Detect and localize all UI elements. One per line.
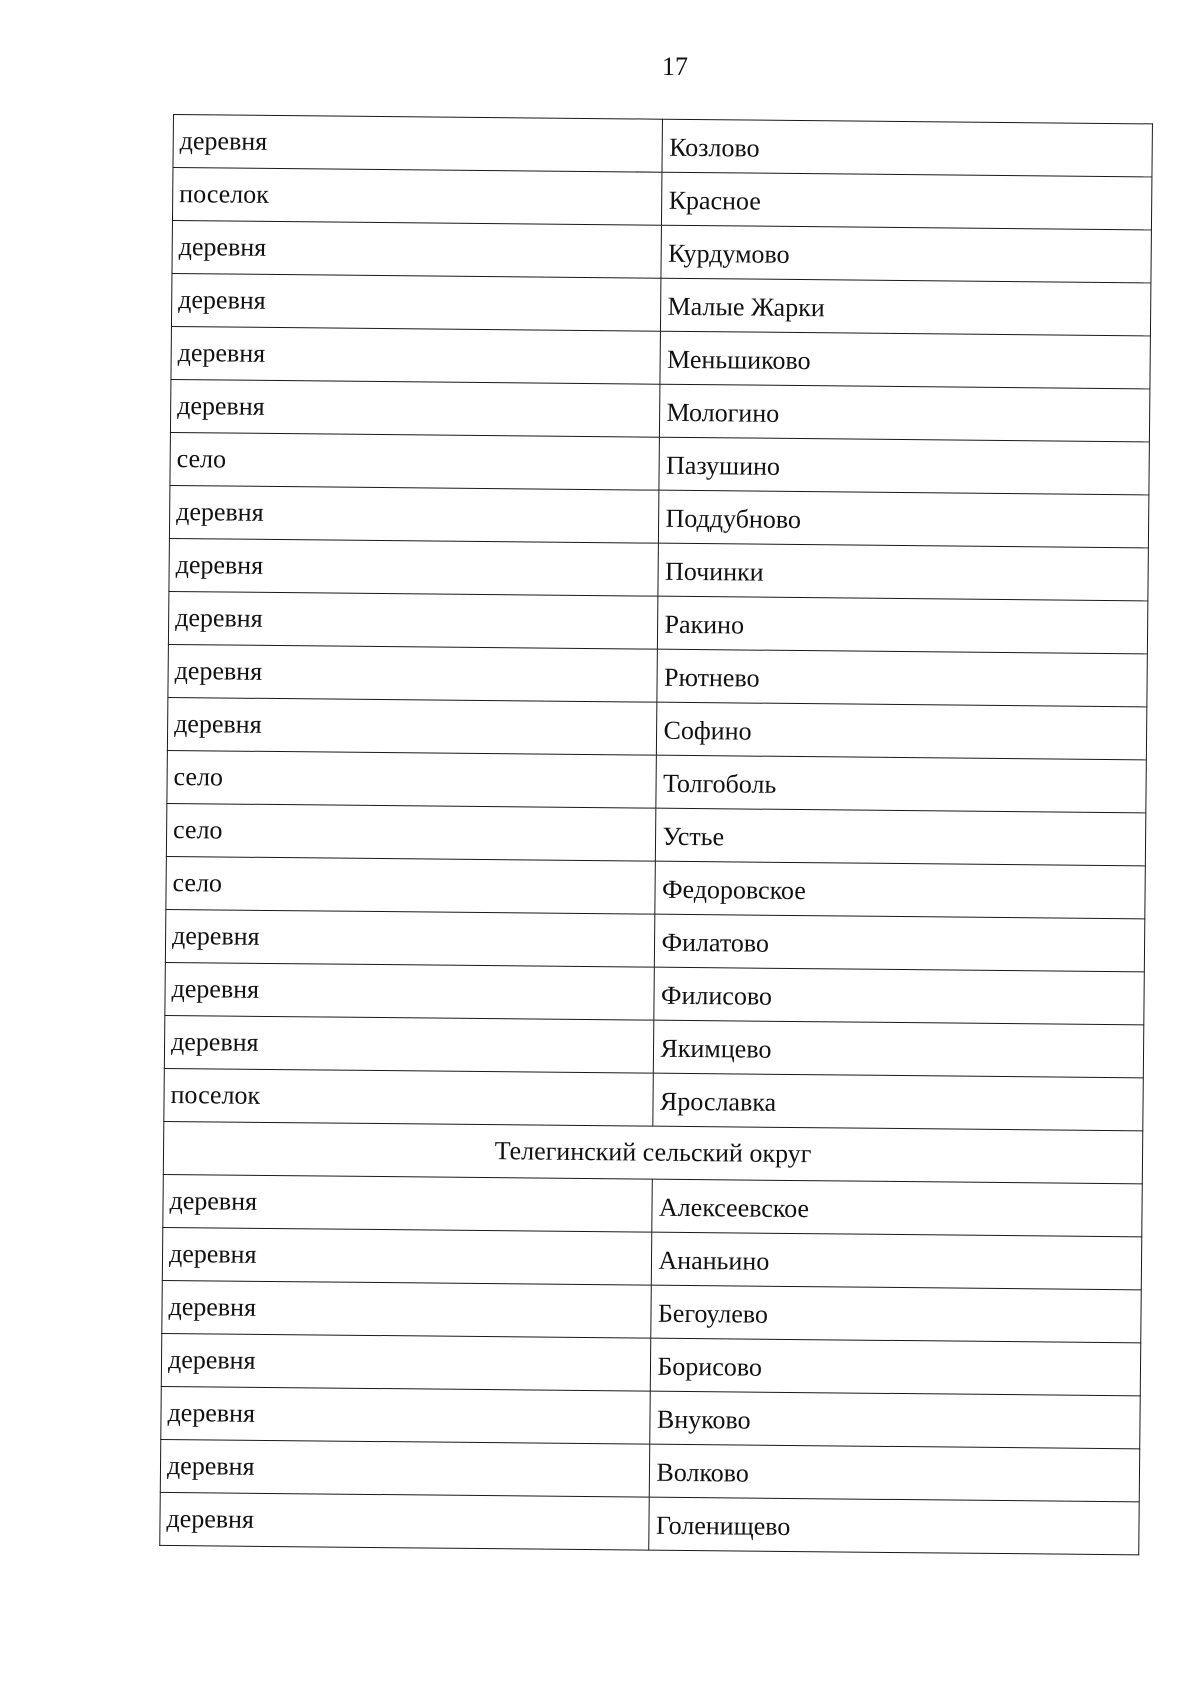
settlement-type-cell: деревня — [162, 1280, 652, 1338]
settlement-type-cell: деревня — [168, 644, 658, 702]
settlement-name-cell: Мологино — [660, 384, 1150, 442]
settlements-table-body — [160, 115, 1153, 1555]
settlement-name-cell: Поддубново — [659, 490, 1149, 548]
table-row — [170, 432, 1149, 494]
settlement-type-cell: деревня — [160, 1492, 650, 1550]
settlement-type-cell: деревня — [171, 273, 661, 331]
settlement-name-cell: Голенищево — [649, 1497, 1139, 1555]
settlement-type-cell: деревня — [164, 1015, 654, 1073]
settlements-table — [159, 114, 1153, 1555]
settlement-name-cell: Федоровское — [655, 861, 1145, 919]
settlement-type-cell: поселок — [164, 1068, 654, 1126]
settlement-name-cell: Борисово — [651, 1338, 1141, 1396]
table-row — [172, 168, 1151, 230]
settlement-name-cell: Ананьино — [652, 1232, 1142, 1290]
settlement-name-cell: Малые Жарки — [661, 278, 1151, 336]
section-title: Телегинский сельский округ — [163, 1121, 1142, 1183]
settlement-type-cell: село — [166, 803, 656, 861]
table-row — [166, 803, 1145, 865]
settlement-name-cell: Красное — [662, 172, 1152, 230]
settlement-type-cell: поселок — [172, 168, 662, 226]
settlement-name-cell: Козлово — [662, 119, 1152, 177]
settlement-type-cell: деревня — [167, 697, 657, 755]
page-number: 17 — [662, 52, 688, 81]
table-row — [161, 1386, 1140, 1448]
settlement-type-cell: село — [170, 432, 660, 490]
table-row — [164, 1015, 1143, 1077]
settlement-name-cell: Починки — [658, 543, 1148, 601]
settlement-type-cell: деревня — [161, 1386, 651, 1444]
settlement-type-cell: деревня — [170, 379, 660, 437]
settlement-name-cell: Толгоболь — [656, 755, 1146, 813]
table-row — [160, 1492, 1139, 1554]
table-row — [169, 538, 1148, 600]
settlement-name-cell: Пазушино — [659, 437, 1149, 495]
table-row — [164, 1068, 1143, 1130]
settlement-type-cell: деревня — [161, 1333, 651, 1391]
table-row — [171, 273, 1150, 335]
settlement-name-cell: Устье — [656, 808, 1146, 866]
table-row — [168, 591, 1147, 653]
table-row — [163, 1174, 1142, 1236]
table-row — [166, 856, 1145, 918]
table-row — [162, 1227, 1141, 1289]
settlement-type-cell: деревня — [168, 591, 658, 649]
settlement-type-cell: деревня — [171, 326, 661, 384]
table-row — [161, 1333, 1140, 1395]
table-row — [162, 1280, 1141, 1342]
settlement-type-cell: село — [166, 856, 656, 914]
settlement-type-cell: деревня — [163, 1174, 653, 1232]
settlement-type-cell: деревня — [165, 909, 655, 967]
settlement-name-cell: Ярославка — [653, 1073, 1143, 1131]
settlement-name-cell: Бегоулево — [651, 1285, 1141, 1343]
settlement-type-cell: деревня — [172, 220, 662, 278]
settlement-name-cell: Софино — [657, 702, 1147, 760]
settlement-name-cell: Филисово — [654, 967, 1144, 1025]
table-row — [169, 485, 1148, 547]
settlement-name-cell: Курдумово — [661, 225, 1151, 283]
table-row — [171, 326, 1150, 388]
settlement-type-cell: село — [167, 750, 657, 808]
settlement-type-cell: деревня — [162, 1227, 652, 1285]
settlement-name-cell: Алексеевское — [652, 1179, 1142, 1237]
table-row — [170, 379, 1149, 441]
settlement-name-cell: Внуково — [650, 1391, 1140, 1449]
settlement-name-cell: Меньшиково — [660, 331, 1150, 389]
settlement-name-cell: Якимцево — [654, 1020, 1144, 1078]
table-row — [167, 750, 1146, 812]
table-row — [172, 220, 1151, 282]
table-row — [165, 909, 1144, 971]
settlement-type-cell: деревня — [165, 962, 655, 1020]
table-row — [165, 962, 1144, 1024]
settlement-type-cell: деревня — [169, 538, 659, 596]
table-row — [167, 697, 1146, 759]
settlement-name-cell: Рютнево — [657, 649, 1147, 707]
table-row — [160, 1439, 1139, 1501]
table-row — [173, 115, 1152, 177]
settlement-name-cell: Волково — [650, 1444, 1140, 1502]
settlement-name-cell: Филатово — [655, 914, 1145, 972]
settlement-type-cell: деревня — [160, 1439, 650, 1497]
settlement-type-cell: деревня — [169, 485, 659, 543]
section-header-row — [163, 1121, 1142, 1183]
settlement-type-cell: деревня — [173, 115, 663, 173]
table-row — [168, 644, 1147, 706]
settlement-name-cell: Ракино — [658, 596, 1148, 654]
